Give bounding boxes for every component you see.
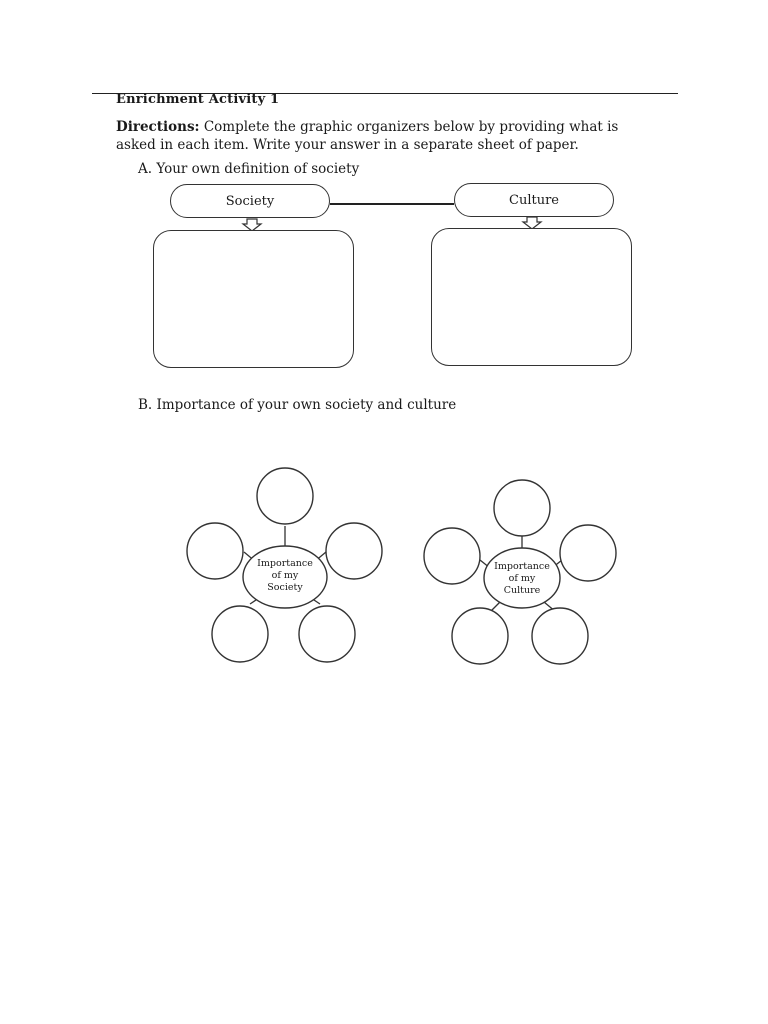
society-culture-connector — [330, 203, 454, 205]
part-a-label: A. Your own definition of society — [138, 161, 360, 177]
web-center-line: Society — [267, 582, 303, 593]
web-answer-circle[interactable] — [187, 523, 243, 579]
web-answer-circle[interactable] — [257, 468, 313, 524]
part-b-label: B. Importance of your own society and culture — [138, 397, 457, 413]
web-center-line: Culture — [503, 585, 541, 596]
web-answer-circle[interactable] — [299, 606, 355, 662]
web-center-line: Importance — [494, 561, 550, 572]
directions-paragraph — [116, 118, 656, 154]
activity-title: Enrichment Activity 1 — [116, 92, 280, 107]
web-answer-circle[interactable] — [424, 528, 480, 584]
society-definition-box[interactable] — [153, 230, 354, 368]
directions-label: Directions: — [116, 119, 200, 135]
web-answer-circle[interactable] — [494, 480, 550, 536]
web-answer-circle[interactable] — [452, 608, 508, 664]
web-answer-circle[interactable] — [532, 608, 588, 664]
culture-definition-box[interactable] — [431, 228, 632, 366]
web-answer-circle[interactable] — [326, 523, 382, 579]
web-answer-circle[interactable] — [560, 525, 616, 581]
web-center-line: of my — [271, 570, 299, 581]
web-center-line: Importance — [257, 558, 313, 569]
culture-importance-web — [420, 474, 630, 684]
web-answer-circle[interactable] — [212, 606, 268, 662]
society-pill: Society — [170, 184, 330, 218]
society-importance-web — [180, 462, 390, 672]
web-center-line: of my — [508, 573, 536, 584]
culture-pill: Culture — [454, 183, 614, 217]
directions-text: Complete the graphic organizers below by providing what is asked in each item. Write your answer in a separate sheet of paper. — [116, 119, 619, 153]
